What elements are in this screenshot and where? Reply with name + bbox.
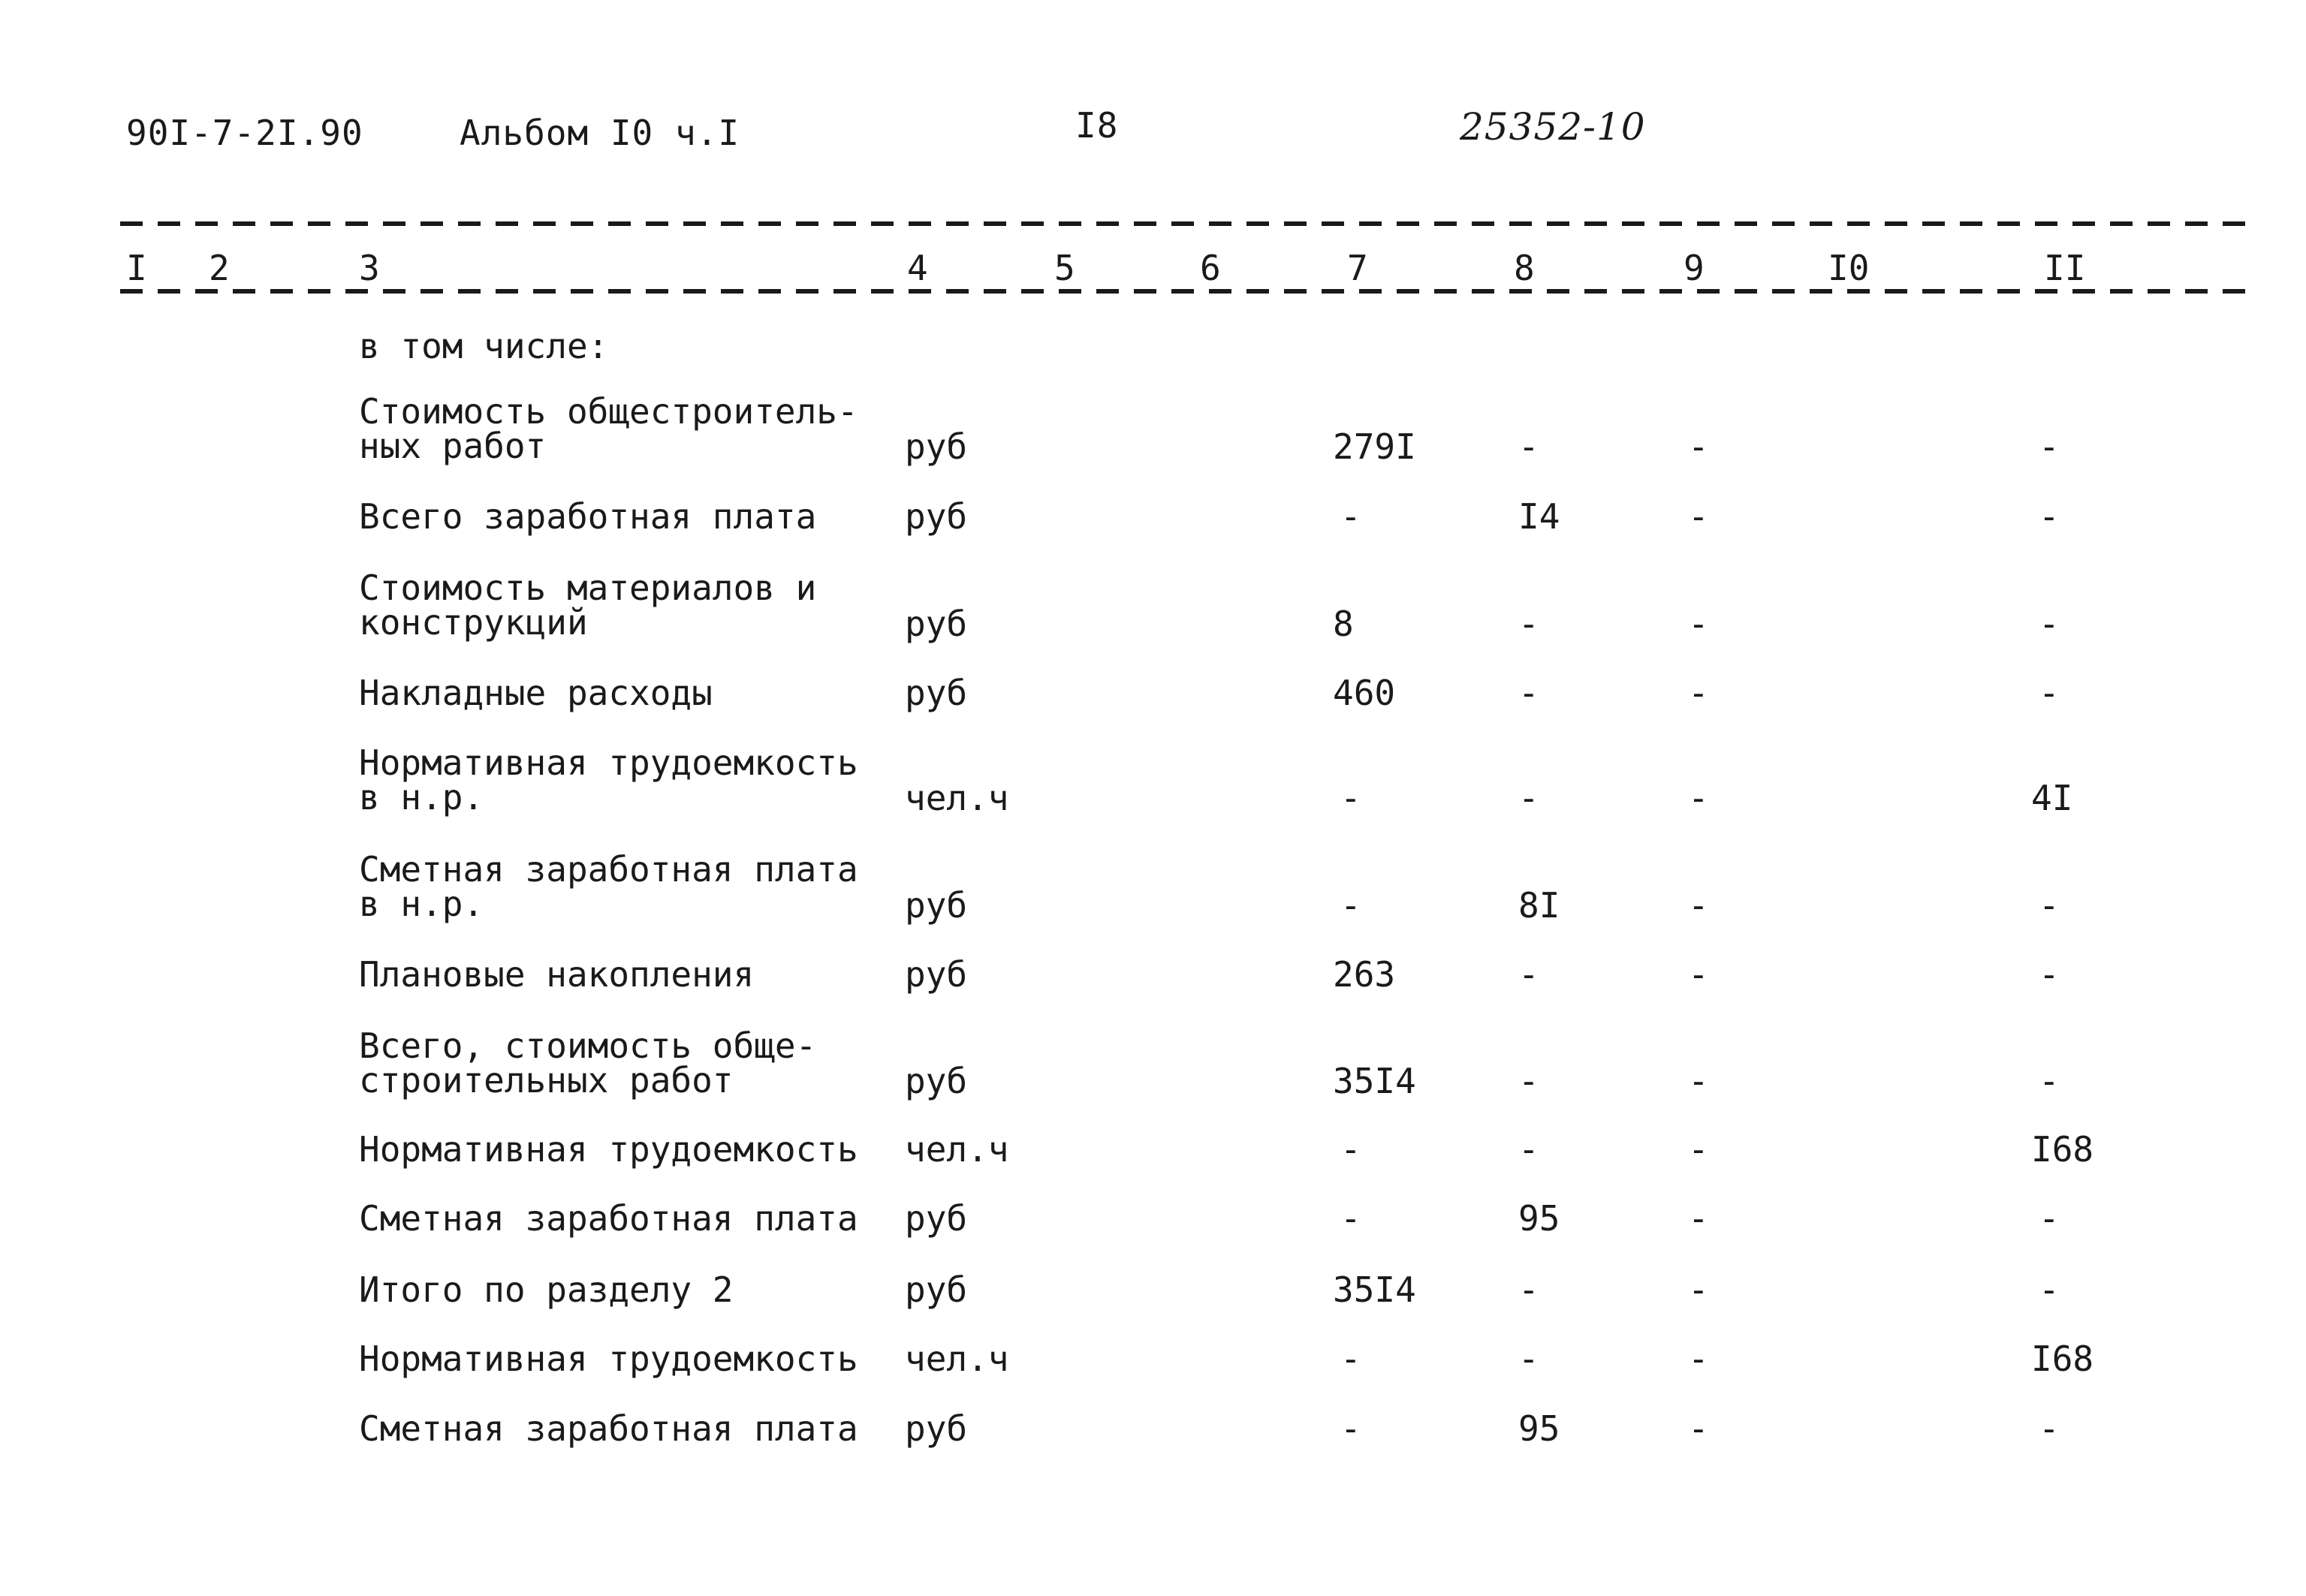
column-number: 4 (907, 248, 928, 288)
row-label: Нормативная трудоемкость (359, 1339, 858, 1379)
row-value-col9: - (1688, 1061, 1709, 1101)
row-value-col11: - (2039, 604, 2060, 644)
row-label: Всего, стоимость обще- строительных работ (359, 1025, 817, 1101)
row-value-col8: - (1518, 1339, 1539, 1379)
row-value-col9: - (1688, 426, 1709, 467)
row-value-col8: - (1518, 954, 1539, 995)
row-unit: руб (905, 954, 968, 995)
row-label: Стоимость общестроитель- ных работ (359, 391, 858, 466)
row-unit: чел.ч (905, 1339, 1009, 1379)
row-value-col11: 4I (2031, 778, 2073, 818)
row-value-col7: - (1340, 885, 1361, 926)
row-value-col8: - (1518, 1269, 1539, 1310)
row-value-col9: - (1688, 1269, 1709, 1310)
row-unit: руб (905, 673, 968, 713)
row-value-col7: 35I4 (1333, 1269, 1416, 1310)
row-value-col11: - (2039, 673, 2060, 713)
row-value-col8: 8I (1518, 885, 1560, 926)
row-unit: чел.ч (905, 1129, 1009, 1170)
row-value-col11: - (2039, 1198, 2060, 1239)
row-value-col7: 8 (1333, 604, 1354, 644)
row-unit: руб (905, 604, 968, 644)
row-value-col9: - (1688, 1339, 1709, 1379)
row-value-col8: - (1518, 1061, 1539, 1101)
column-number: 8 (1514, 248, 1535, 288)
row-value-col9: - (1688, 496, 1709, 537)
column-number: 9 (1684, 248, 1705, 288)
intro-label: в том числе: (359, 326, 609, 366)
page-number: I8 (1075, 105, 1119, 146)
table-top-rule (120, 221, 2253, 226)
column-number: 2 (209, 248, 230, 288)
row-value-col7: 460 (1333, 673, 1396, 713)
row-value-col7: - (1340, 778, 1361, 818)
row-unit: руб (905, 885, 968, 926)
row-label: Всего заработная плата (359, 496, 817, 537)
stamp-number: 25352-10 (1460, 105, 1646, 149)
row-value-col7: 35I4 (1333, 1061, 1416, 1101)
row-value-col11: - (2039, 885, 2060, 926)
row-unit: руб (905, 1198, 968, 1239)
row-label: Сметная заработная плата (359, 1408, 858, 1449)
row-unit: чел.ч (905, 778, 1009, 818)
row-value-col11: - (2039, 1269, 2060, 1310)
row-unit: руб (905, 1269, 968, 1310)
column-number: 5 (1054, 248, 1075, 288)
row-unit: руб (905, 426, 968, 467)
row-value-col8: - (1518, 604, 1539, 644)
row-value-col9: - (1688, 885, 1709, 926)
row-value-col7: - (1340, 1408, 1361, 1449)
row-value-col7: - (1340, 1339, 1361, 1379)
row-label: Сметная заработная плата (359, 1198, 858, 1239)
row-value-col9: - (1688, 954, 1709, 995)
column-number: I (126, 248, 147, 288)
column-number: I0 (1828, 248, 1870, 288)
column-number: II (2044, 248, 2086, 288)
row-value-col11: - (2039, 954, 2060, 995)
row-value-col11: I68 (2031, 1129, 2094, 1170)
row-label: Сметная заработная плата в н.р. (359, 849, 858, 924)
row-value-col8: - (1518, 673, 1539, 713)
row-value-col8: 95 (1518, 1198, 1560, 1239)
row-value-col7: - (1340, 496, 1361, 537)
row-value-col8: 95 (1518, 1408, 1560, 1449)
row-value-col7: 279I (1333, 426, 1416, 467)
row-value-col9: - (1688, 1198, 1709, 1239)
row-label: Нормативная трудоемкость в н.р. (359, 742, 858, 818)
row-unit: руб (905, 1408, 968, 1449)
row-value-col8: - (1518, 426, 1539, 467)
row-value-col9: - (1688, 1408, 1709, 1449)
column-number: 6 (1200, 248, 1221, 288)
row-value-col11: - (2039, 426, 2060, 467)
row-value-col9: - (1688, 778, 1709, 818)
row-value-col8: I4 (1518, 496, 1560, 537)
row-label: Стоимость материалов и конструкций (359, 568, 817, 643)
row-unit: руб (905, 496, 968, 537)
album-label: Альбом I0 ч.I (460, 113, 740, 153)
row-label: Итого по разделу 2 (359, 1269, 734, 1310)
row-value-col11: - (2039, 1408, 2060, 1449)
row-value-col9: - (1688, 673, 1709, 713)
row-value-col8: - (1518, 778, 1539, 818)
row-unit: руб (905, 1061, 968, 1101)
row-value-col7: - (1340, 1198, 1361, 1239)
row-value-col8: - (1518, 1129, 1539, 1170)
row-value-col9: - (1688, 604, 1709, 644)
doc-code: 90I-7-2I.90 (126, 113, 363, 153)
row-label: Накладные расходы (359, 673, 713, 713)
row-label: Плановые накопления (359, 954, 755, 995)
column-number: 7 (1347, 248, 1368, 288)
row-value-col9: - (1688, 1129, 1709, 1170)
column-number: 3 (359, 248, 380, 288)
row-value-col11: - (2039, 496, 2060, 537)
row-value-col7: 263 (1333, 954, 1396, 995)
row-value-col7: - (1340, 1129, 1361, 1170)
column-number-rule (120, 289, 2253, 294)
row-value-col11: I68 (2031, 1339, 2094, 1379)
row-value-col11: - (2039, 1061, 2060, 1101)
row-label: Нормативная трудоемкость (359, 1129, 858, 1170)
